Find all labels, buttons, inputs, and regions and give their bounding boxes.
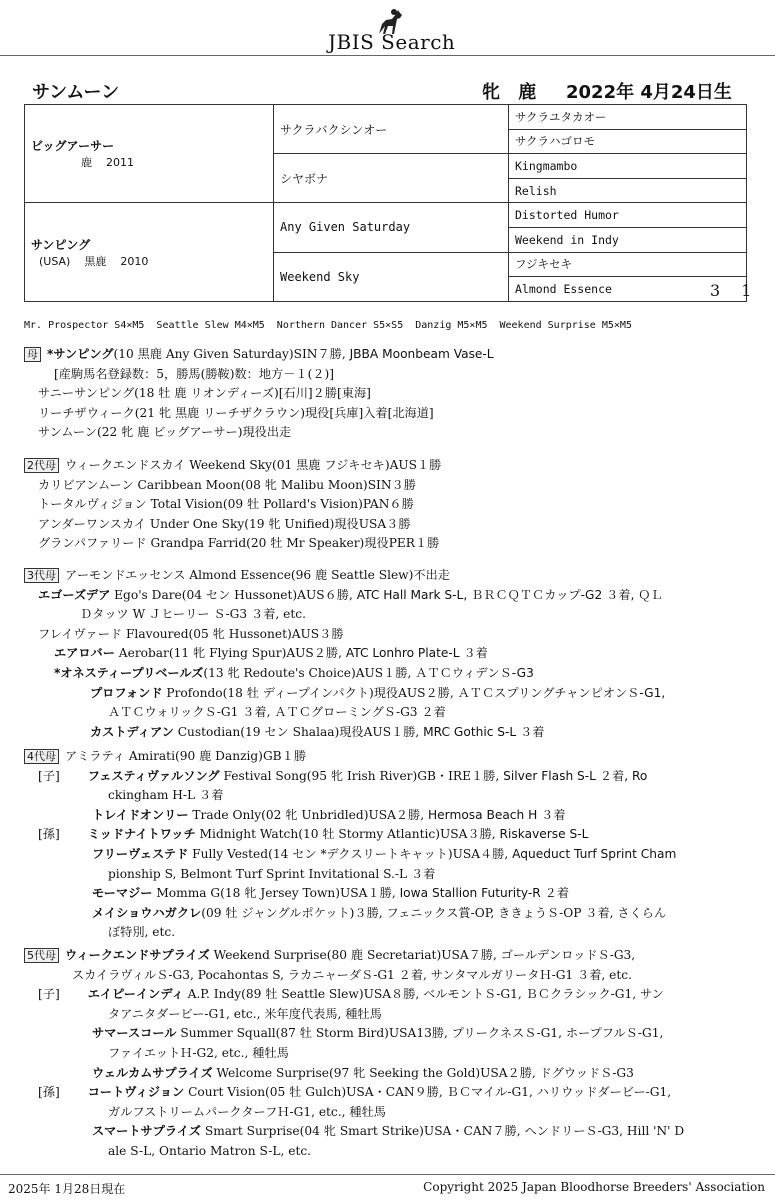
gen3-4[interactable]: Relish — [509, 178, 747, 203]
footer-copyright: Copyright 2025 Japan Bloodhorse Breeders' Association — [423, 1180, 765, 1194]
gen3-2[interactable]: サクラハゴロモ — [509, 129, 747, 154]
dam-cell: サンピング (USA) 黒鹿 2010 — [25, 203, 274, 301]
header-divider — [0, 55, 775, 56]
gen2-dam-section: 2代母 ウィークエンドスカイ Weekend Sky(01 黒鹿 フジキセキ)AUS１勝 カリビアンムーン Caribbean Moon(08 牝 Malibu Moon)SIN３勝 トータルヴィジョン Total Vision(09 牡 Pollard's Vision)PAN６勝 アンダーワンスカイ Under One Sky(19 牝 Unified)現役USA３勝 グランパファリード Grandpa Farrid(20 牡 Mr Speaker)現役PER１勝 — [24, 456, 754, 554]
gen3-5[interactable]: Distorted Humor — [509, 203, 747, 228]
horse-sex-color: 牝 鹿 — [482, 82, 543, 103]
sire-sire[interactable]: サクラバクシンオー — [274, 105, 509, 154]
dam-name[interactable]: サンピング — [31, 237, 91, 252]
gen3-dam-section: 3代母 アーモンドエッセンス Almond Essence(96 鹿 Seattle Slew)不出走 エゴーズデア Ego's Dare(04 セン Hussonet)AUS６勝, ATC Hall Mark S-L, ＢＲＣＱＴＣカップ-G2 ３着, ＱＬ Ｄタッツ W Ｊヒーリー Ｓ-G3 ３着, etc. フレイヴァード Flavoured(05 牝 Hussonet)AUS３勝 エアロバー Aerobar(11 牝 Flying Spur)AUS２勝, ATC Lonhro Plate-L ３着 *オネスティープリベールズ(13 牝 Redoute's Choice)AUS１勝, ＡＴＣウィデンＳ-G3 プロフォンド Profondo(18 牡 ディープインパクト)現役AUS２勝, ＡＴＣスプリングチャンピオンＳ-G1, ＡＴＣウォリックＳ-G1 ３着, ＡＴＣグローミングＳ-G3 ２着 カストディアン Custodian(19 セン Shalaa)現役AUS１勝, MRC Gothic S-L ３着 — [24, 566, 754, 742]
dam-section: 母 *サンピング(10 黒鹿 Any Given Saturday)SIN７勝, JBBA Moonbeam Vase-L [産駒馬名登録数：5，勝馬(勝鞍)数：地方－１(２)] サニーサンピング(18 牡 鹿 リオンディーズ)[石川]２勝[東海] リーチザウィーク(21 牝 黒鹿 リーチザクラウン)現役[兵庫]入着[北海道] サンムーン(22 牝 鹿 ビッグアーサー)現役出走 — [24, 345, 754, 443]
inbreeding-line: Mr. Prospector S4×M5 Seattle Slew M4×M5 Northern Dancer S5×S5 Danzig M5×M5 Weekend Surprise M5×M5 — [24, 320, 632, 331]
sire-dam[interactable]: シヤボナ — [274, 154, 509, 203]
jbis-search-logo[interactable] — [328, 8, 468, 54]
footer-date: 2025年 1月28日現在 — [8, 1182, 126, 1196]
logo-text: JBIS Search — [328, 30, 456, 54]
gen3-8[interactable]: Almond Essence — [509, 277, 747, 302]
dam-tag: 母 — [24, 347, 41, 362]
horse-birth: 2022年 4月24日生 — [566, 82, 732, 103]
gen4-dam-section: 4代母 アミラティ Amirati(90 鹿 Danzig)GB１勝 [子] フェスティヴァルソング Festival Song(95 牝 Irish River)GB・IRE１勝, Silver Flash S-L ２着, Ro ckingham H-L ３着 トレイドオンリー Trade Only(02 牝 Unbridled)USA２勝, Hermosa Beach H ３着 [孫] ミッドナイトワッチ Midnight Watch(10 牡 Stormy Atlantic)USA３勝, Riskaverse S-L フリーヴェステド Fully Vested(14 セン *デクスリートキャット)USA４勝, Aqueduct Turf Sprint Cham pionship S, Belmont Turf Sprint Invitational S.-L ３着 モーマジー Momma G(18 牝 Jersey Town)USA１勝, Iowa Stallion Futurity-R ２着 メイショウハガクレ(09 牡 ジャングルポケット)３勝, フェニックス賞-OP, ききょうＳ-OP ３着, さくらん ぼ特別, etc. — [24, 747, 754, 943]
footer-divider — [0, 1174, 775, 1175]
sire-name[interactable]: ビッグアーサー — [31, 139, 115, 154]
dam-dam[interactable]: Weekend Sky — [274, 252, 509, 301]
pedigree-count: 3 1 — [710, 281, 760, 300]
horse-title — [32, 78, 743, 102]
gen3-1[interactable]: サクラユタカオー — [509, 105, 747, 130]
sire-cell: ビッグアーサー 鹿 2011 — [25, 105, 274, 203]
gen3-3[interactable]: Kingmambo — [509, 154, 747, 179]
dam-sire[interactable]: Any Given Saturday — [274, 203, 509, 252]
gen3-6[interactable]: Weekend in Indy — [509, 227, 747, 252]
gen3-7[interactable]: フジキセキ — [509, 252, 747, 277]
pedigree-table — [24, 104, 747, 302]
horse-name: サンムーン — [32, 82, 120, 103]
gen5-dam-section: 5代母 ウィークエンドサプライズ Weekend Surprise(80 鹿 Secretariat)USA７勝, ゴールデンロッドＳ-G3, スカイラヴィルＳ-G3, Pocahontas S, ラカニャーダＳ-G1 ２着, サンタマルガリータＨ-G1 ３着, etc. [子] エイピーインディ A.P. Indy(89 牡 Seattle Slew)USA８勝, ベルモントＳ-G1, ＢＣクラシック-G1, サン タアニタダービー-G1, etc., 米年度代表馬, 種牡馬 サマースコール Summer Squall(87 牡 Storm Bird)USA13勝, プリークネスＳ-G1, ホープフルＳ-G1, ファイエットＨ-G2, etc., 種牡馬 ウェルカムサプライズ Welcome Surprise(97 牝 Seeking the Gold)USA２勝, ドグウッドＳ-G3 [孫] コートヴィジョン Court Vision(05 牡 Gulch)USA・CAN９勝, ＢＣマイル-G1, ハリウッドダービー-G1, ガルフストリームパークターフＨ-G1, etc., 種牡馬 スマートサプライズ Smart Surprise(04 牝 Smart Strike)USA・CAN７勝, ヘンドリーＳ-G3, Hill 'N' D ale S-L, Ontario Matron S-L, etc. — [24, 946, 754, 1162]
